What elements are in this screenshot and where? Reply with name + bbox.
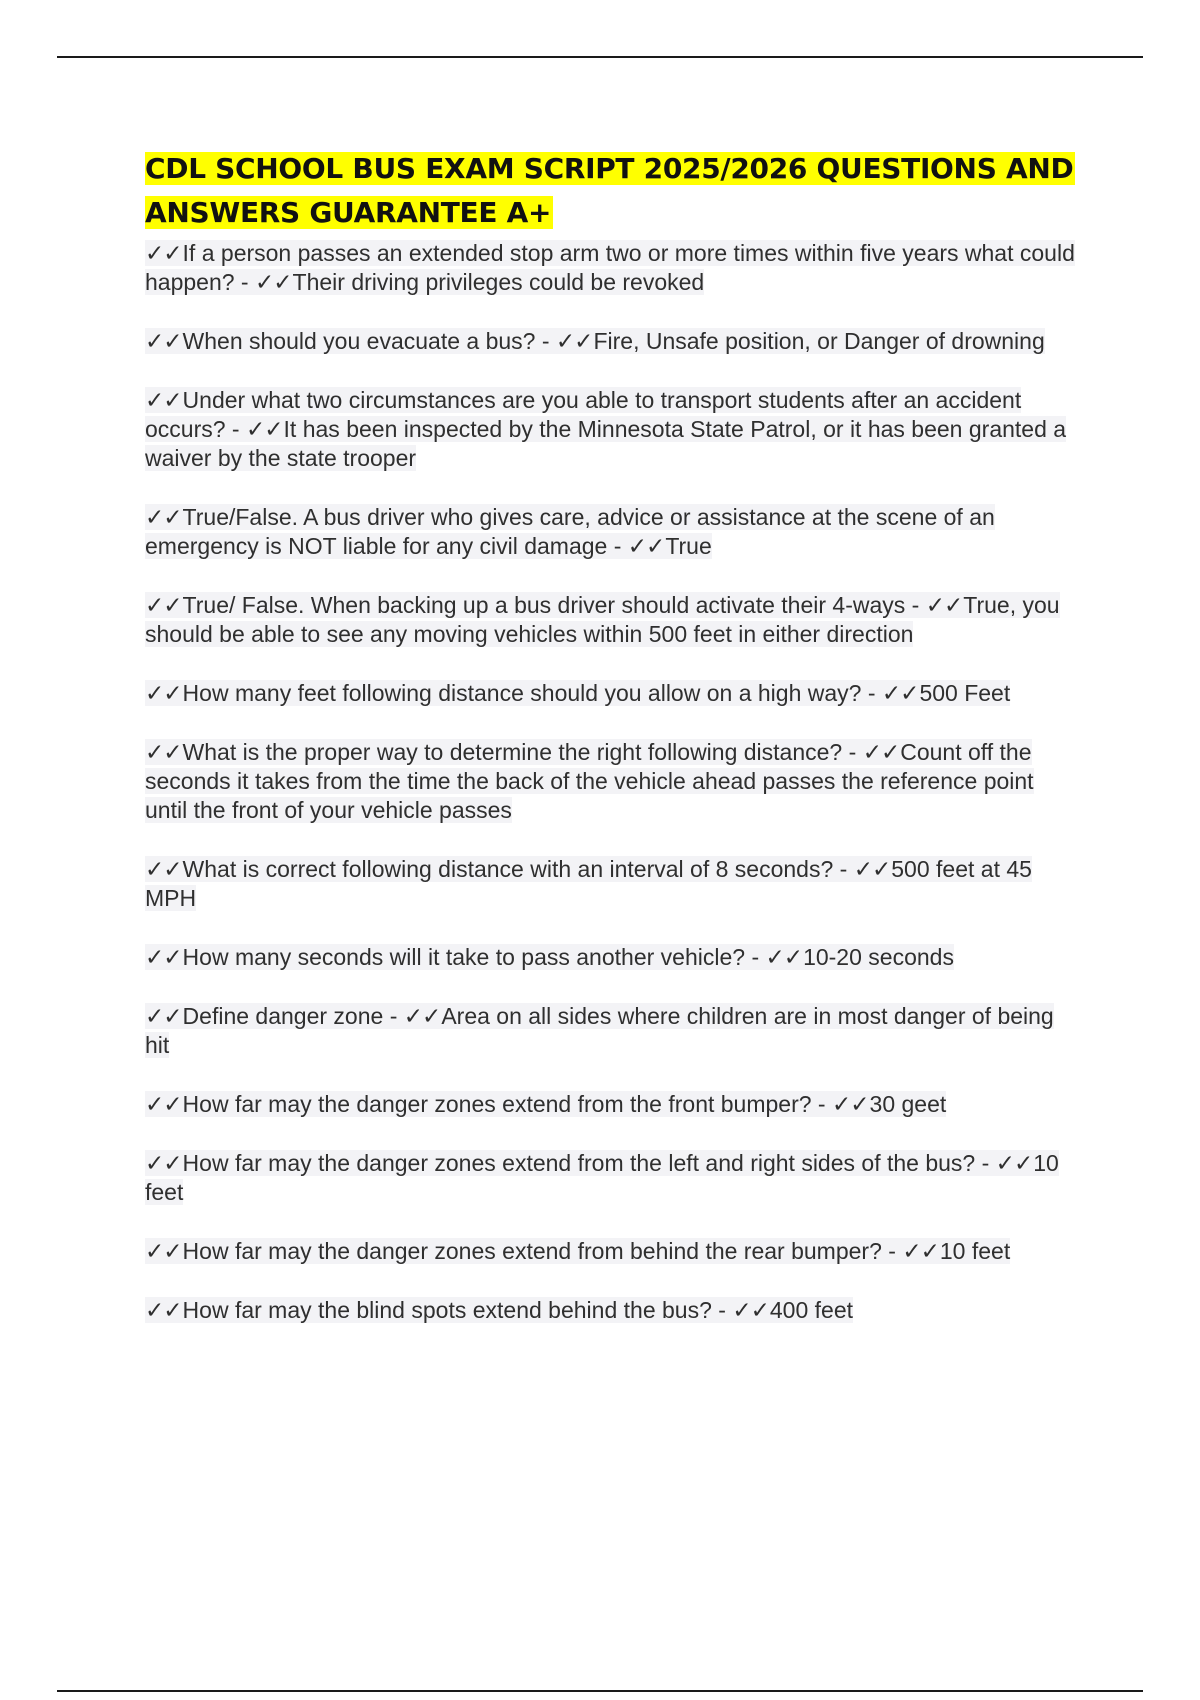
- bottom-rule: [57, 1690, 1143, 1692]
- qa-text: [145, 387, 1066, 471]
- qa-item: [145, 1090, 1080, 1119]
- answer-text: 10 feet: [145, 1150, 1059, 1205]
- qa-item: [145, 327, 1080, 356]
- qa-text: [145, 328, 1045, 354]
- answer-check-icon: ✓✓: [853, 856, 891, 882]
- qa-text: [145, 1238, 1010, 1264]
- question-text: True/ False. When backing up a bus driver should activate their 4-ways: [182, 592, 906, 618]
- question-text: How many feet following distance should you allow on a high way?: [182, 680, 862, 706]
- document-body: [145, 147, 1080, 1355]
- answer-check-icon: ✓✓: [832, 1091, 869, 1117]
- answer-check-icon: ✓✓: [555, 328, 593, 354]
- question-check-icon: ✓✓: [145, 1297, 182, 1323]
- answer-text: 30 geet: [869, 1091, 947, 1117]
- question-text: How far may the danger zones extend from the left and right sides of the bus?: [182, 1150, 976, 1176]
- answer-check-icon: ✓✓: [732, 1297, 769, 1323]
- qa-separator: -: [535, 328, 556, 354]
- qa-item: [145, 503, 1080, 561]
- question-text: Under what two circumstances are you able to transport students after an accident occurs?: [145, 387, 1022, 442]
- question-text: How far may the blind spots extend behind the bus?: [182, 1297, 712, 1323]
- qa-text: [145, 592, 1060, 647]
- qa-item: [145, 855, 1080, 913]
- answer-text: It has been inspected by the Minnesota State Patrol, or it has been granted a waiver by the state trooper: [145, 416, 1067, 471]
- question-text: True/False. A bus driver who gives care, advice or assistance at the scene of an emergency is NOT liable for any civil damage: [145, 504, 995, 559]
- qa-item: [145, 1237, 1080, 1266]
- qa-text: [145, 1150, 1059, 1205]
- qa-item: [145, 943, 1080, 972]
- qa-item: [145, 386, 1080, 473]
- answer-text: Area on all sides where children are in most danger of being hit: [145, 1003, 1054, 1058]
- answer-check-icon: ✓✓: [246, 416, 283, 442]
- answer-check-icon: ✓✓: [765, 944, 803, 970]
- answer-check-icon: ✓✓: [862, 739, 900, 765]
- qa-text: [145, 680, 1010, 706]
- question-check-icon: ✓✓: [145, 328, 182, 354]
- document-title: CDL SCHOOL BUS EXAM SCRIPT 2025/2026 QUESTIONS AND ANSWERS GUARANTEE A+: [145, 152, 1074, 229]
- question-check-icon: ✓✓: [145, 504, 182, 530]
- answer-check-icon: ✓✓: [995, 1150, 1033, 1176]
- question-text: How many seconds will it take to pass another vehicle?: [182, 944, 746, 970]
- answer-text: 10-20 seconds: [803, 944, 954, 970]
- qa-text: [145, 240, 1075, 295]
- answer-check-icon: ✓✓: [255, 269, 292, 295]
- qa-text: [145, 1003, 1054, 1058]
- qa-separator: -: [607, 533, 628, 559]
- qa-text: [145, 944, 954, 970]
- qa-separator: -: [833, 856, 854, 882]
- qa-separator: -: [905, 592, 926, 618]
- answer-text: Their driving privileges could be revoked: [292, 269, 705, 295]
- qa-separator: -: [881, 1238, 903, 1264]
- qa-separator: -: [975, 1150, 996, 1176]
- qa-text: [145, 739, 1034, 823]
- answer-check-icon: ✓✓: [881, 680, 919, 706]
- qa-separator: -: [745, 944, 766, 970]
- question-text: What is the proper way to determine the right following distance?: [182, 739, 843, 765]
- question-check-icon: ✓✓: [145, 856, 182, 882]
- answer-text: 10 feet: [939, 1238, 1011, 1264]
- answer-text: 500 feet at 45 MPH: [145, 856, 1032, 911]
- answer-text: True, you should be able to see any moving vehicles within 500 feet in either direction: [145, 592, 1060, 647]
- qa-item: [145, 679, 1080, 708]
- question-check-icon: ✓✓: [145, 1238, 182, 1264]
- qa-separator: -: [225, 416, 246, 442]
- answer-text: True: [665, 533, 712, 559]
- qa-separator: -: [861, 680, 882, 706]
- qa-text: [145, 1297, 853, 1323]
- qa-item: [145, 591, 1080, 649]
- answer-text: 400 feet: [769, 1297, 854, 1323]
- question-check-icon: ✓✓: [145, 1150, 182, 1176]
- answer-check-icon: ✓✓: [627, 533, 665, 559]
- qa-separator: -: [842, 739, 863, 765]
- question-check-icon: ✓✓: [145, 739, 182, 765]
- question-check-icon: ✓✓: [145, 944, 182, 970]
- qa-item: [145, 738, 1080, 825]
- qa-item: [145, 239, 1080, 297]
- qa-separator: -: [811, 1091, 832, 1117]
- question-text: What is correct following distance with an interval of 8 seconds?: [182, 856, 834, 882]
- qa-text: [145, 504, 995, 559]
- question-check-icon: ✓✓: [145, 240, 182, 266]
- question-text: When should you evacuate a bus?: [182, 328, 536, 354]
- top-rule: [57, 56, 1143, 58]
- answer-check-icon: ✓✓: [925, 592, 963, 618]
- question-check-icon: ✓✓: [145, 680, 182, 706]
- qa-text: [145, 1091, 946, 1117]
- qa-item: [145, 1149, 1080, 1207]
- qa-separator: -: [711, 1297, 733, 1323]
- question-text: If a person passes an extended stop arm two or more times within five years what could happen?: [145, 240, 1075, 295]
- question-text: Define danger zone: [182, 1003, 384, 1029]
- qa-text: [145, 856, 1032, 911]
- question-check-icon: ✓✓: [145, 592, 182, 618]
- answer-check-icon: ✓✓: [902, 1238, 939, 1264]
- qa-item: [145, 1002, 1080, 1060]
- answer-check-icon: ✓✓: [403, 1003, 441, 1029]
- question-check-icon: ✓✓: [145, 1091, 182, 1117]
- qa-separator: -: [234, 269, 255, 295]
- question-check-icon: ✓✓: [145, 387, 182, 413]
- question-text: How far may the danger zones extend from behind the rear bumper?: [182, 1238, 882, 1264]
- answer-text: 500 Feet: [919, 680, 1011, 706]
- question-check-icon: ✓✓: [145, 1003, 182, 1029]
- answer-text: Count off the seconds it takes from the time the back of the vehicle ahead passes the reference point until the front of your vehicle passes: [145, 739, 1034, 823]
- answer-text: Fire, Unsafe position, or Danger of drowning: [593, 328, 1045, 354]
- qa-item: [145, 1296, 1080, 1325]
- question-text: How far may the danger zones extend from the front bumper?: [182, 1091, 812, 1117]
- qa-list: [145, 239, 1080, 1325]
- qa-separator: -: [383, 1003, 404, 1029]
